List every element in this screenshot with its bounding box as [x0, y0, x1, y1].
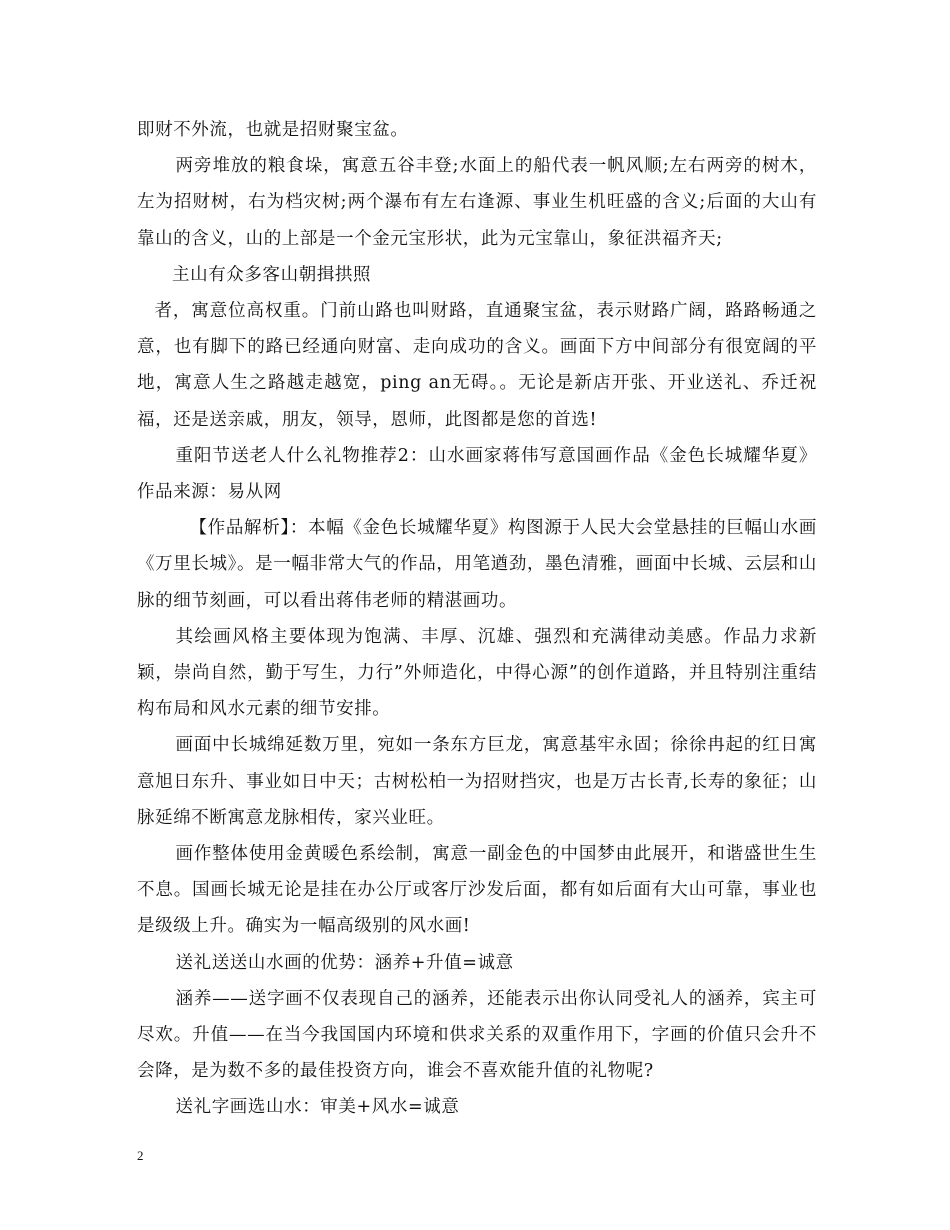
- paragraph: 重阳节送老人什么礼物推荐2：山水画家蒋伟写意国画作品《金色长城耀华夏》 作品来源：易从网: [137, 445, 817, 503]
- document-body: [137, 112, 817, 1126]
- paragraph: 送礼送送山水画的优势：涵养+升值=诚意: [175, 952, 514, 973]
- paragraph: 即财不外流，也就是招财聚宝盆。: [137, 120, 409, 140]
- paragraph: 者，寓意位高权重。门前山路也叫财路，直通聚宝盆，表示财路广阔，路路畅通之意，也有脚下的路已经通向财富、走向成功的含义。画面下方中间部分有很宽阔的平地，寓意人生之路越走越宽，ping an无碍。。无论是新店开张、开业送礼、乔迁祝福，还是送亲戚，朋友，领导，恩师，此图都是您的首选!: [137, 301, 817, 430]
- paragraph: 画作整体使用金黄暖色系绘制，寓意一副金色的中国梦由此展开，和谐盛世生生不息。国画长城无论是挂在办公厅或客厅沙发后面，都有如后面有大山可靠，事业也是级级上升。确实为一幅高级别的风水画!: [137, 844, 817, 937]
- paragraph: 画面中长城绵延数万里，宛如一条东方巨龙，寓意基牢永固；徐徐冉起的红日寓意旭日东升、事业如日中天；古树松柏一为招财挡灾，也是万古长青,长寿的象征；山脉延绵不断寓意龙脉相传，家兴业旺。: [137, 735, 817, 828]
- page-number: 2: [137, 1148, 144, 1163]
- paragraph: 其绘画风格主要体现为饱满、丰厚、沉雄、强烈和充满律动美感。作品力求新颖，崇尚自然，勤于写生，力行”外师造化，中得心源”的创作道路，并且特别注重结构布局和风水元素的细节安排。: [137, 626, 817, 720]
- paragraph: 两旁堆放的粮食垛，寓意五谷丰登;水面上的船代表一帆风顺;左右两旁的树木，左为招财树，右为档灾树;两个瀑布有左右逢源、事业生机旺盛的含义;后面的大山有靠山的含义，山的上部是一个金元宝形状，此为元宝靠山，象征洪福齐天;: [137, 156, 817, 249]
- paragraph: 【作品解析】：本幅《金色长城耀华夏》构图源于人民大会堂悬挂的巨幅山水画《万里长城》。是一幅非常大气的作品，用笔遒劲，墨色清雅，画面中长城、云层和山脉的细节刻画，可以看出蒋伟老师的精湛画功。: [137, 518, 817, 611]
- paragraph: 送礼字画选山水：审美+风水=诚意: [175, 1097, 460, 1118]
- paragraph: 主山有众多客山朝揖拱照: [172, 264, 372, 285]
- paragraph: 涵养——送字画不仅表现自己的涵养，还能表示出你认同受礼人的涵养，宾主可尽欢。升值——在当今我国国内环境和供求关系的双重作用下，字画的价值只会升不会降，是为数不多的最佳投资方向，谁会不喜欢能升值的礼物呢?: [137, 988, 817, 1082]
